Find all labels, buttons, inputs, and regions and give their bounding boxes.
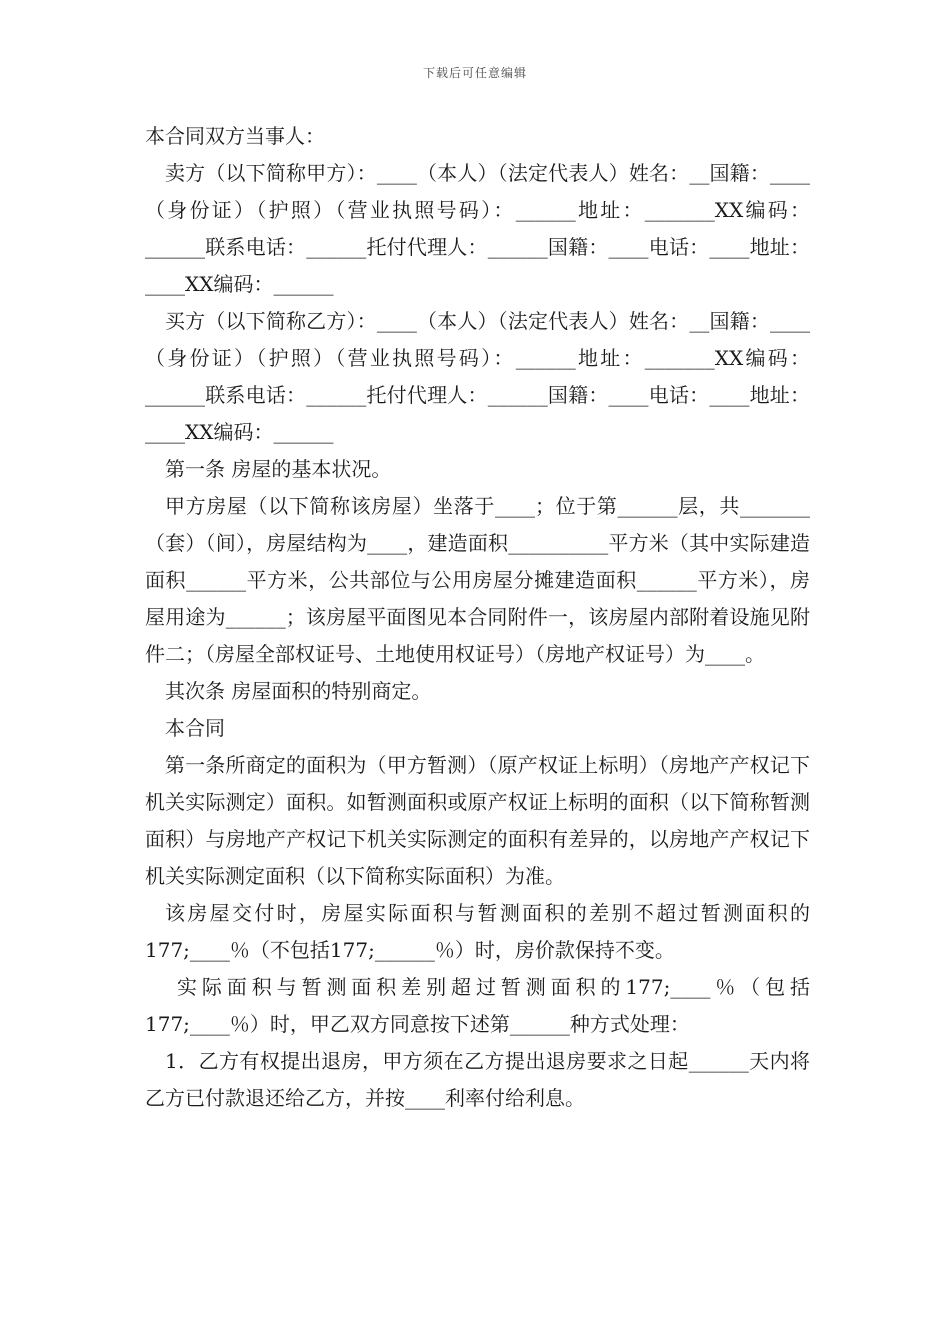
- header-note: 下载后可任意编辑: [422, 66, 527, 80]
- article2-body: 第一条所商定的面积为（甲方暂测）（原产权证上标明）（房地产产权记下机关实际测定）面积。如暂测面积或原产权证上标明的面积（以下简称暂测面积）与房地产产权记下机关实际测定的面积有差异的，以房地产产权记下机关实际测定面积（以下简称实际面积）为准。: [145, 753, 810, 888]
- option-1: 1．乙方有权提出退房，甲方须在乙方提出退房要求之日起______天内将乙方已付款退还给乙方，并按____利率付给利息。: [145, 1049, 810, 1110]
- contract-body: [145, 118, 810, 1117]
- seller-paragraph: 卖方（以下简称甲方）：____（本人）（法定代表人）姓名：__国籍：____（身份证）（护照）（营业执照号码）：______地址：_______XX编码：______联系电话：______托付代理人：______国籍：____电话：____地址：____XX编码：______: [145, 161, 810, 296]
- article1-heading: 第一条 房屋的基本状况。: [165, 457, 392, 481]
- parties-heading: 本合同双方当事人：: [145, 124, 325, 148]
- delivery-clause: 该房屋交付时，房屋实际面积与暂测面积的差别不超过暂测面积的177;____％（不包括177;______％）时，房价款保持不变。: [145, 901, 810, 962]
- article2-intro: 本合同: [165, 716, 225, 740]
- buyer-paragraph: 买方（以下简称乙方）：____（本人）（法定代表人）姓名：__国籍：____（身份证）（护照）（营业执照号码）：______地址：_______XX编码：______联系电话：______托付代理人：______国籍：____电话：____地址：____XX编码：______: [145, 309, 810, 444]
- article2-heading: 其次条 房屋面积的特别商定。: [165, 679, 432, 703]
- excess-clause: 实际面积与暂测面积差别超过暂测面积的177;____％（包括177;____％）时，甲乙双方同意按下述第______种方式处理：: [145, 975, 810, 1036]
- article1-body: 甲方房屋（以下简称该房屋）坐落于____；位于第______层，共_______（套）（间），房屋结构为____，建造面积__________平方米（其中实际建造面积______平方米，公共部位与公用房屋分摊建造面积______平方米），房屋用途为______；该房屋平面图见本合同附件一，该房屋内部附着设施见附件二；（房屋全部权证号、土地使用权证号）（房地产权证号）为____。: [145, 494, 810, 666]
